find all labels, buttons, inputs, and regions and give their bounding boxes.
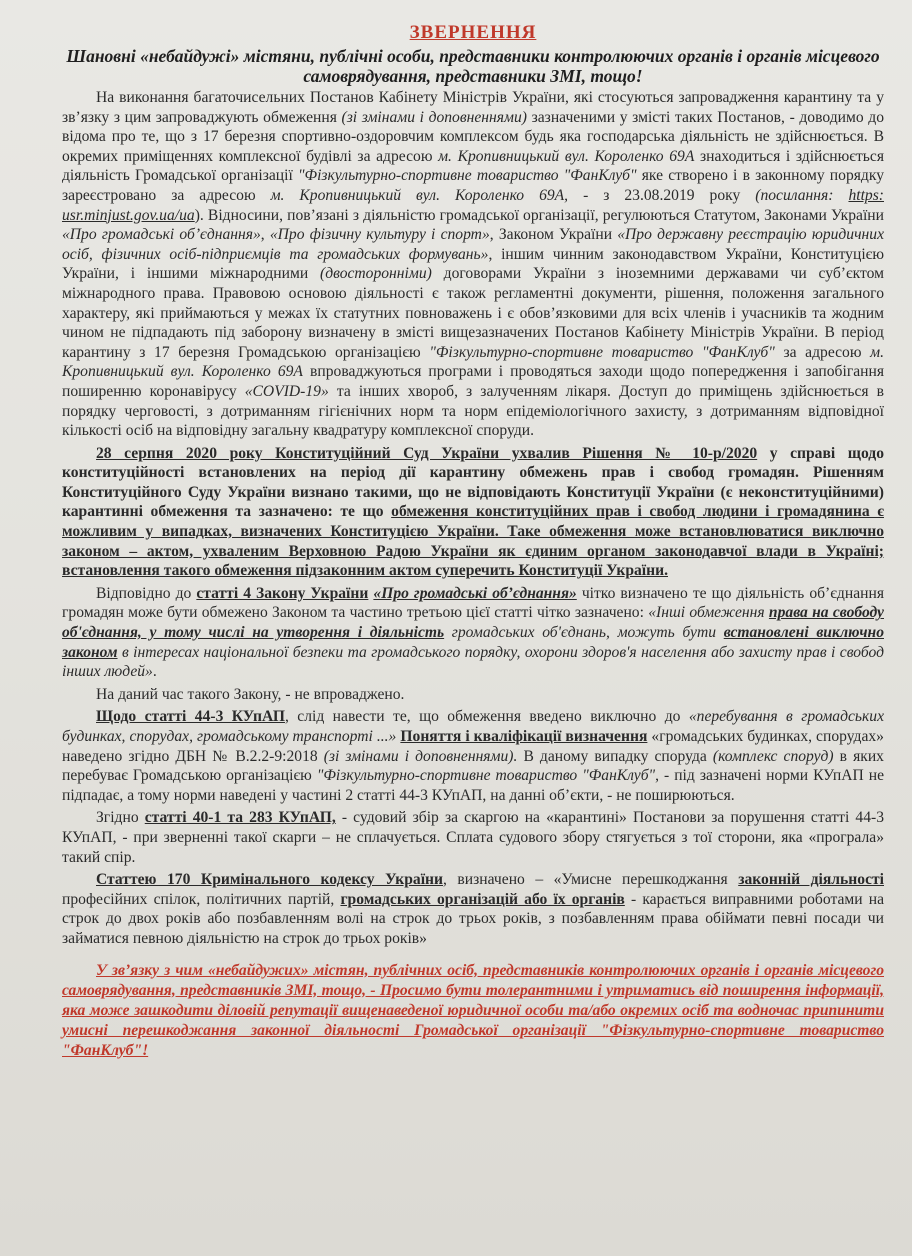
text: в яких перебуває Громадською організацією	[62, 747, 884, 785]
text: Згідно	[96, 809, 145, 827]
quote-italic: громадських об'єднань, можуть бути	[444, 624, 724, 642]
document-subtitle: Шановні «небайдужі» містяни, публічні особи, представники контролюючих органів і органів місцевого самоврядування, представники ЗМІ, тощо!	[66, 46, 880, 86]
law-name-italic: «Про фізичну культуру і спорт»	[269, 226, 490, 244]
text-italic: (двосторонніми)	[320, 265, 432, 283]
text: ,	[260, 226, 270, 244]
text: ). Відносини, пов’язані з діяльністю громадської організації, регулюються Статутом, Законами України	[194, 206, 884, 224]
text-italic: «COVID-19»	[244, 382, 329, 400]
court-decision-underlined: 28 серпня 2020 року Конституційний Суд України ухвалив Рішення № 10-р/2020	[96, 444, 758, 462]
paragraph-2	[62, 444, 884, 581]
address-italic: м. Кропивницький вул. Короленко 69А	[438, 147, 695, 165]
text: - з 23.08.2019 року	[568, 186, 756, 204]
org-name-italic: "Фізкультурно-спортивне товариство "ФанКлуб"	[297, 167, 637, 185]
text: - карається виправними роботами на строк до двох років або позбавленням волі на строк до трьох років, з позбавленням права обіймати певні посади чи займатися певною діяльністю на строк до трьох років»	[62, 890, 884, 947]
paragraph-4: На даний час такого Закону, - не впроваджено.	[96, 685, 405, 703]
paragraph-5	[62, 707, 884, 805]
text: чітко визначено те що діяльність об’єднання громадян може бути обмежено Законом та частино третьою цієї статті чітко зазначено:	[62, 584, 884, 622]
text: - судовий збір за скаргою на «карантині» Постанови за порушення статті 44-3 КУпАП, - при зверненні такої скарги – не сплачується. Сплата судового збору стягується з тої сторони, яка «програла» такий спір.	[62, 809, 885, 866]
text: впроваджуються програми і проводяться заходи щодо попередження і запобігання поширенню коронавірусу	[62, 363, 885, 400]
article-ref-underlined: Щодо статті 44-3 КУпАП	[96, 708, 285, 726]
article-ref-underlined: статті 4 Закону України	[196, 584, 369, 602]
registry-link[interactable]: https: usr.minjust.gov.ua/ua	[62, 186, 884, 224]
text: , визначено – «Умисне перешкоджання	[443, 871, 739, 889]
address-italic: м. Кропивницький вул. Короленко 69А	[62, 343, 885, 381]
text-italic: (посилання:	[755, 186, 834, 204]
text-italic: (комплекс споруд)	[712, 747, 834, 765]
text: На виконання багаточисельних Постанов Кабінету Міністрів України, які стосуються запровадження карантину та у зв’язку з цим запроваджують обмеження	[62, 89, 884, 126]
text: , слід навести те, що обмеження введено виключно до	[284, 708, 689, 726]
org-name-italic: "Фізкультурно-спортивне товариство "ФанКлуб"	[429, 343, 775, 361]
text-underlined: законній діяльності	[738, 871, 884, 889]
text: «громадських будинках, спорудах» наведено згідно ДБН № В.2.2-9:2018	[62, 728, 884, 765]
text: зазначеними у змісті таких Постанов, - доводимо до відома про те, що з 17 березня спортивно-оздоровчим комплексом будь яка господарська діяльність не здійснюється. В окремих приміщеннях комплексної будівлі за адресою	[62, 108, 885, 165]
text-italic: (зі змінами і доповненнями).	[323, 747, 518, 765]
quote-underlined: встановлені виключно законом	[62, 624, 884, 661]
text: , іншим чинним законодавством України, Конституцією України, і іншими міжнародними	[62, 245, 884, 283]
text: у справі щодо конституційності встановлених на період дії карантину обмежень прав і свобод громадян. Рішенням Конституційного Суду України визнано такими, що не відповідають Конституції України (є неконституційними) карантинні обмеження та зазначено: те що	[62, 444, 884, 521]
text: .	[152, 663, 157, 681]
article-ref-underlined: статті 40-1 та 283 КУпАП,	[144, 809, 336, 827]
law-name-underlined: «Про громадські об’єднання»	[373, 584, 577, 602]
law-name-italic: «Про державну реєстрацію юридичних осіб, фізичних осіб-підприємців та громадських формувань»	[62, 226, 884, 263]
paragraph-3	[62, 584, 884, 682]
paragraph-6	[62, 808, 884, 867]
text: Відповідно до	[96, 584, 197, 602]
paragraph-1	[62, 88, 884, 441]
text: , Законом України	[489, 226, 618, 244]
quote-underlined: обмеження конституційних прав і свобод людини і громадянина є можливим у випадках, визначених Конституцією України. Таке обмеження може встановлюватися виключно законом – актом, ухваленим Верховною Радою України як єдиним органом законодавчої влади в Україні; встановлення такого обмеження підзаконним актом суперечить Конституції України.	[62, 503, 884, 580]
document-title: ЗВЕРНЕННЯ	[409, 22, 537, 43]
text: договорами України з іноземними державами чи суб’єктом міжнародного права. Правовою основою діяльності є також регламентні документи, рішення, положення загального характеру, які приймаються у межах їх статутних повноважень і є обов’язковими для всіх членів і учасників та жодним чином не підпадають під заборону визначену в змісті вищезазначених Постанов Кабінету Міністрів України. В період карантину з 17 березня Громадською організацією	[62, 265, 884, 361]
text: В даному випадку споруда	[517, 747, 713, 765]
quote-underlined: права на свободу об'єднання, у тому числі на утворення і діяльність	[62, 604, 884, 642]
text: за адресою	[774, 343, 871, 361]
paragraph-7	[62, 870, 884, 948]
address-italic: м. Кропивницький вул. Короленко 69А,	[270, 186, 569, 204]
definition-underlined: Поняття і кваліфікації визначення	[400, 728, 648, 745]
text: , - під зазначені норми КУпАП не підпадає, а тому норми наведені у частині 2 статті 44-3 КУпАП, на данні об’єкти, - не поширюються.	[62, 767, 884, 804]
quote-italic: в інтересах національної безпеки та громадського порядку, охорони здоров'я населення або захисту прав і свобод інших людей»	[62, 643, 884, 681]
closing-appeal: У зв’язку з чим «небайдужих» містян, публічних осіб, представників контролюючих органів і органів місцевого самоврядування, представників ЗМІ, тощо, - Просимо бути толерантними і утриматись від поширення інформації, яка може зашкодити діловій репутації вищенаведеної юридичної особи та/або окремих осіб та водночас припинити умисні перешкоджання законної діяльності Громадської організації "Фізкультурно-спортивне товариство "ФанКлуб"!	[62, 961, 884, 1059]
text: та інших хвороб, з залученням лікаря. Доступ до приміщень здійснюється в порядку черговості, з дотриманням гігієнічних норм та норм епідеміологічного захисту, з дотриманням відповідної кількості осіб на відповідну загальну квадратуру комплексної споруди.	[62, 382, 885, 440]
law-name-italic: «Про громадські об’єднання»	[62, 226, 261, 244]
quote-italic: «Інші обмеження	[648, 604, 769, 622]
text: професійних спілок, політичних партій,	[62, 890, 341, 908]
text-italic: (зі змінами і доповненнями)	[341, 108, 527, 126]
text: знаходиться і здійснюється діяльність Громадської організації	[62, 147, 885, 185]
text-underlined: громадських організацій або їх органів	[340, 890, 625, 908]
article-ref-underlined: Статтею 170 Кримінального кодексу України	[96, 871, 443, 889]
text: яке створено і в законному порядку зареєстровано за адресою	[62, 167, 885, 204]
quote-italic: «перебування в громадських будинках, спорудах, громадському транспорті ...»	[62, 708, 884, 745]
org-name-italic: "Фізкультурно-спортивне товариство "ФанКлуб"	[316, 767, 656, 785]
